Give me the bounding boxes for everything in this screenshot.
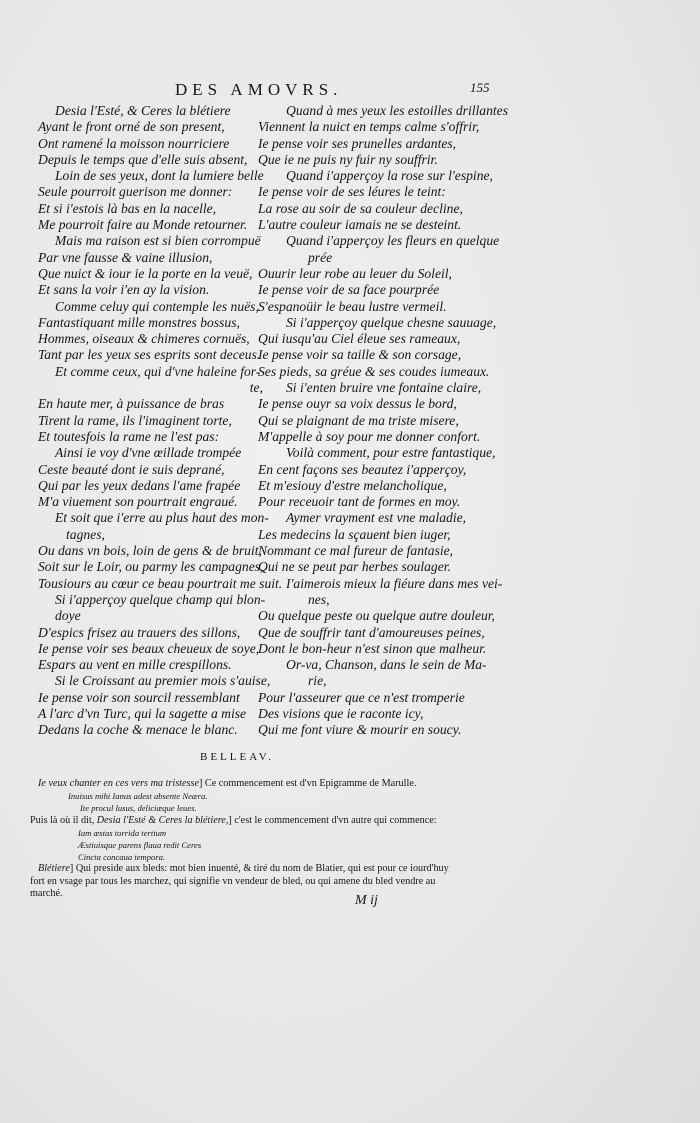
verse-line: Si i'apperçoy quelque champ qui blon- [55,591,266,607]
page-number: 155 [470,80,490,95]
verse-line: En cent façons ses beautez i'apperçoy, [258,461,467,477]
verse-line: Quand i'apperçoy les fleurs en quelque [286,233,500,249]
verse-line: Desia l'Esté, & Ceres la blétiere [55,103,231,118]
latin-quote: Æstiuisque parens flaua redit Ceres [78,840,202,851]
right-poem-column [258,103,508,739]
verse-line: S'espanoüir le beau lustre vermeil. [258,298,447,314]
verse-line: Ie pense voir de sa face pourprée [258,282,440,298]
verse-line: A l'arc d'vn Turc, qui la sagette a mise [38,705,247,721]
verse-line: Or-va, Chanson, dans le sein de Ma- [286,657,487,673]
note-lemma: Desia l'Esté & Ceres la blétiere, [96,814,229,826]
verse-line: Des visions que ie raconte icy, [258,705,424,721]
note-prefix: Puis là où il dit, [30,814,95,826]
note-lemma: Ie veux chanter en ces vers ma tristesse [38,778,199,789]
verse-line: Si i'apperçoy quelque chesne sauuage, [286,314,497,330]
verse-line: Quand à mes yeux les estoilles drillantes [286,103,508,118]
verse-line: Ie pense voir de ses léures le teint: [258,184,446,200]
verse-line: M'appelle à soy pour me donner confort. [258,428,481,444]
verse-line: Et si i'estois là bas en la nacelle, [38,200,217,216]
verse-line: Ie pense voir ses prunelles ardantes, [258,135,457,151]
verse-line: tagnes, [66,526,105,542]
verse-line: Que de souffrir tant d'amoureuses peines, [258,624,485,640]
verse-line: Et comme ceux, qui d'vne haleine for- [55,363,261,379]
verse-line: Aymer vrayment est vne maladie, [286,510,467,526]
verse-line: Ayant le front orné de son present, [38,119,225,135]
verse-line: La rose au soir de sa couleur decline, [258,200,463,216]
verse-line: En haute mer, à puissance de bras [38,396,225,412]
verse-line: Nommant ce mal fureur de fantasie, [258,543,454,559]
left-poem-column [38,103,283,739]
verse-line: M'a viuement son pourtrait engraué. [38,494,238,510]
verse-line: Si le Croissant au premier mois s'auise, [55,673,271,689]
verse-line: Ainsi ie voy d'vne œillade trompée [55,445,242,461]
verse-line: Que ie ne puis ny fuir ny souffrir. [258,151,438,167]
verse-line: Ou quelque peste ou quelque autre douleur, [258,608,495,624]
verse-line: prée [308,249,333,265]
note-text: Ce commencement est d'vn Epigramme de Marulle. [204,778,417,789]
verse-line: Qui par les yeux dedans l'ame frapée [38,477,241,493]
verse-line: Ou dans vn bois, loin de gens & de bruit, [38,543,262,559]
verse-line: Qui ne se peut par herbes soulager. [258,559,451,575]
commentary-notes [30,778,490,900]
verse-line: Mais ma raison est si bien corrompuë [55,233,261,249]
verse-line: Qui iusqu'au Ciel éleue ses rameaux, [258,331,461,347]
note-line: fort en vsage par tous les marchez, qui signifie vn vendeur de bled, ou qui amene du bled vendre au [30,875,436,887]
verse-line: Ont ramené la moisson nourriciere [38,135,230,151]
note-line: Puis là où il dit, Desia l'Esté & Ceres la blétiere,] c'est le commencement d'vn autre qui commence: [30,814,437,826]
latin-quote: Iam æstas torrida tertium [78,827,167,838]
verse-line: Comme celuy qui contemple les nuës, [55,298,259,314]
verse-line: Seule pourroit guerison me donner: [38,184,233,200]
note-text: Qui preside aux bleds: mot bien inuenté, & tiré du nom de Blatier, qui est pour ce iourd'huy [75,863,449,875]
verse-line: Les medecins la sçauent bien iuger, [258,526,451,542]
verse-line: Quand i'apperçoy la rose sur l'espine, [286,168,493,184]
verse-line: Tousiours au cœur ce beau pourtrait me suit. [38,575,283,591]
verse-line: Ie pense voir sa taille & son corsage, [258,347,462,363]
verse-line: Qui se plaignant de ma triste misere, [258,412,459,428]
latin-quote: Inuisus mihi Ianus adest absente Neæra. [68,791,208,802]
verse-line: Depuis le temps que d'elle suis absent, [38,151,248,167]
verse-line: Ses pieds, sa gréue & ses coudes iumeaux. [258,363,490,379]
verse-line: Tirent la rame, ils l'imaginent torte, [38,412,232,428]
verse-line: Dont le bon-heur n'est sinon que malheur. [258,640,487,656]
verse-line: Et soit que i'erre au plus haut des mon- [55,510,269,526]
verse-line: D'espics frisez au trauers des sillons, [38,624,241,640]
verse-line: Ie pense voir son sourcil ressemblant [38,689,240,705]
verse-line: Viennent la nuict en temps calme s'offrir, [258,119,480,135]
verse-line: doye [55,608,81,624]
note-text: c'est le commencement d'vn autre qui commence: [234,814,437,826]
verse-line: Hommes, oiseaux & chimeres cornuës, [38,331,250,347]
verse-line: Ceste beauté dont ie suis deprané, [38,461,225,477]
verse-line: Ie pense ouyr sa voix dessus le bord, [258,396,457,412]
verse-line: Et m'esiouy d'estre melancholique, [258,477,447,493]
verse-line: Tant par les yeux ses esprits sont deceus. [38,347,261,363]
verse-line: Que nuict & iour ie la porte en la veuë, [38,265,253,281]
verse-line: Fantastiquant mille monstres bossus, [38,314,240,330]
verse-line: Loin de ses yeux, dont la lumiere belle [55,168,264,184]
verse-line: Me pourroit faire au Monde retourner. [38,217,248,233]
verse-line: rie, [308,673,327,689]
verse-line: Pour l'asseurer que ce n'est tromperie [258,689,465,705]
verse-line: Ie pense voir ses beaux cheueux de soye, [38,640,260,656]
verse-line: Et toutesfois la rame ne l'est pas: [38,428,220,444]
verse-line: I'aimerois mieux la fiéure dans mes vei- [286,575,503,591]
note-lemma: Blétiere [38,863,70,875]
latin-quote: Cincta concaua tempora. [78,852,166,863]
verse-line: Soit sur le Loir, ou parmy les campagnes, [38,559,264,575]
note-line: Blétiere] Qui preside aux bleds: mot bien inuenté, & tiré du nom de Blatier, qui est pour ce iourd'huy [38,863,449,875]
note-line: Ie veux chanter en ces vers ma tristesse] Ce commencement est d'vn Epigramme de Marulle. [38,778,417,789]
signature-mark: M ij [355,893,378,908]
verse-line: Dedans la coche & menace le blanc. [38,722,238,738]
verse-line: te, [249,380,263,396]
verse-line: L'autre couleur iamais ne se desteint. [258,217,462,233]
running-title: DES AMOVRS. [175,80,343,99]
commentary-title: BELLEAV. [200,751,275,763]
verse-line: Par vne fausse & vaine illusion, [38,249,213,265]
verse-line: Espars au vent en mille crespillons. [38,657,232,673]
latin-quote: Ite procul lusus, deliciæque leues. [80,803,197,814]
verse-line: nes, [308,591,330,607]
verse-line: Qui me font viure & mourir en soucy. [258,722,462,738]
verse-line: Et sans la voir i'en ay la vision. [38,282,210,298]
verse-line: Pour receuoir tant de formes en moy. [258,494,461,510]
verse-line: Si i'enten bruire vne fontaine claire, [286,380,482,396]
verse-line: Voilà comment, pour estre fantastique, [286,445,496,461]
note-line: marché. [30,887,63,899]
verse-line: Ouurir leur robe au leuer du Soleil, [258,265,452,281]
